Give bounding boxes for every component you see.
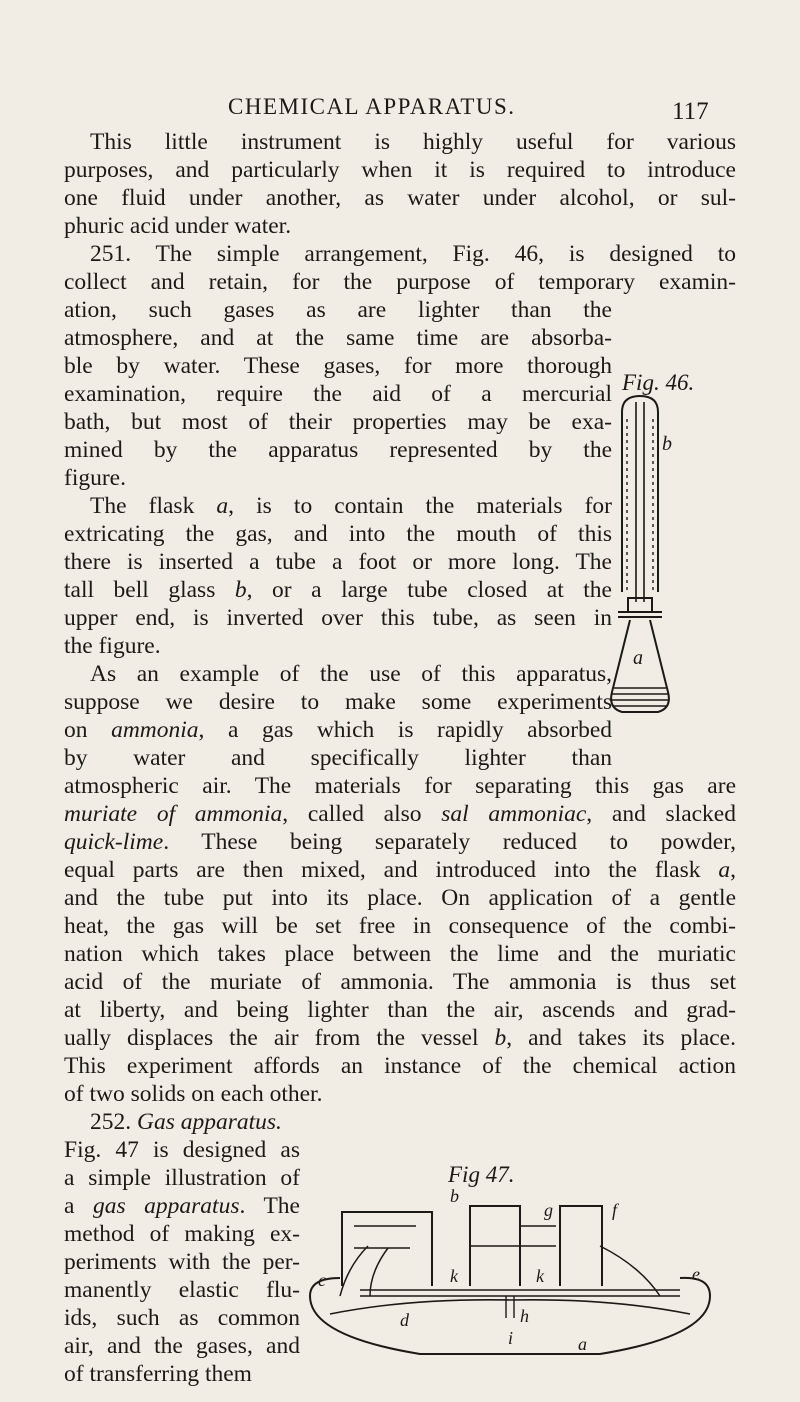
text-line: equal parts are then mixed, and introduced into the flask a, <box>64 857 736 883</box>
figure-46-caption: Fig. 46. <box>622 370 695 395</box>
fig47-label-k1: k <box>450 1266 458 1286</box>
text-line: of transferring them <box>64 1361 252 1387</box>
text-line: This little instrument is highly useful for various <box>90 129 736 155</box>
text-line: suppose we desire to make some experiments <box>64 689 612 715</box>
text-line: ually displaces the air from the vessel b, and takes its place. <box>64 1025 736 1051</box>
text-line: air, and the gases, and <box>64 1333 300 1359</box>
text-line: nation which takes place between the lime and the muriatic <box>64 941 736 967</box>
text-line: of two solids on each other. <box>64 1081 323 1107</box>
fig47-label-e: e <box>692 1264 700 1284</box>
text-line: method of making ex- <box>64 1221 300 1247</box>
text-line: manently elastic flu- <box>64 1277 300 1303</box>
text-line: at liberty, and being lighter than the air, ascends and grad- <box>64 997 736 1023</box>
fig46-label-b: b <box>662 433 672 455</box>
fig47-label-a: a <box>578 1334 587 1354</box>
text-line: periments with the per- <box>64 1249 300 1275</box>
text-line: and the tube put into its place. On application of a gentle <box>64 885 736 911</box>
text-line: collect and retain, for the purpose of temporary examin- <box>64 269 736 295</box>
fig46-label-a: a <box>633 647 643 669</box>
text-line: extricating the gas, and into the mouth of this <box>64 521 612 547</box>
text-line: purposes, and particularly when it is required to introduce <box>64 157 736 183</box>
page-header <box>0 94 800 124</box>
fig47-label-k2: k <box>536 1266 544 1286</box>
text-line: muriate of ammonia, called also sal ammoniac, and slacked <box>64 801 736 827</box>
text-line: This experiment affords an instance of the chemical action <box>64 1053 736 1079</box>
text-line: tall bell glass b, or a large tube closed at the <box>64 577 612 603</box>
text-line: upper end, is inverted over this tube, as seen in <box>64 605 612 631</box>
fig47-label-f: f <box>612 1200 618 1220</box>
fig47-label-c: c <box>318 1270 326 1290</box>
section-heading: 252. Gas apparatus. <box>90 1109 282 1135</box>
fig47-label-g: g <box>544 1200 553 1220</box>
page-number: 117 <box>672 98 709 125</box>
text-line: atmospheric air. The materials for separating this gas are <box>64 773 736 799</box>
figure-47-illustration <box>300 1186 720 1376</box>
text-line: As an example of the use of this apparatus, <box>90 661 612 687</box>
text-line: a gas apparatus. The <box>64 1193 300 1219</box>
text-line: a simple illustration of <box>64 1165 300 1191</box>
text-line: bath, but most of their properties may be exa- <box>64 409 612 435</box>
fig47-label-i: i <box>508 1328 514 1348</box>
text-line: examination, require the aid of a mercurial <box>64 381 612 407</box>
figure-46-illustration <box>600 392 720 732</box>
text-line: atmosphere, and at the same time are absorba- <box>64 325 612 351</box>
text-line: there is inserted a tube a foot or more long. The <box>64 549 612 575</box>
italic-label-b: b <box>234 577 247 603</box>
text-line: on ammonia, a gas which is rapidly absorbed <box>64 717 613 743</box>
text-line: ids, such as common <box>64 1305 300 1331</box>
text-line: acid of the muriate of ammonia. The ammonia is thus set <box>64 969 736 995</box>
text-line: Fig. 47 is designed as <box>64 1137 300 1163</box>
fig47-label-b: b <box>450 1186 459 1206</box>
text-line: heat, the gas will be set free in consequence of the combi- <box>64 913 736 939</box>
text-line: ble by water. These gases, for more thorough <box>64 353 612 379</box>
text-line: phuric acid under water. <box>64 213 292 239</box>
text-line: figure. <box>64 465 126 491</box>
text-line: mined by the apparatus represented by the <box>64 437 612 463</box>
fig47-label-d: d <box>400 1310 409 1330</box>
text-line: quick-lime. These being separately reduced to powder, <box>64 829 736 855</box>
text-line: 251. The simple arrangement, Fig. 46, is designed to <box>90 241 736 267</box>
figure-47-caption: Fig 47. <box>448 1162 515 1187</box>
text-line: ation, such gases as are lighter than the <box>64 297 612 323</box>
text-line: by water and specifically lighter than <box>64 745 612 771</box>
italic-label-a: a <box>216 493 229 519</box>
text-line: one fluid under another, as water under alcohol, or sul- <box>64 185 736 211</box>
fig47-label-h: h <box>520 1306 529 1326</box>
text-line: The flask a, is to contain the materials for <box>90 493 612 519</box>
running-title: CHEMICAL APPARATUS. <box>228 94 516 119</box>
text-line: the figure. <box>64 633 161 659</box>
